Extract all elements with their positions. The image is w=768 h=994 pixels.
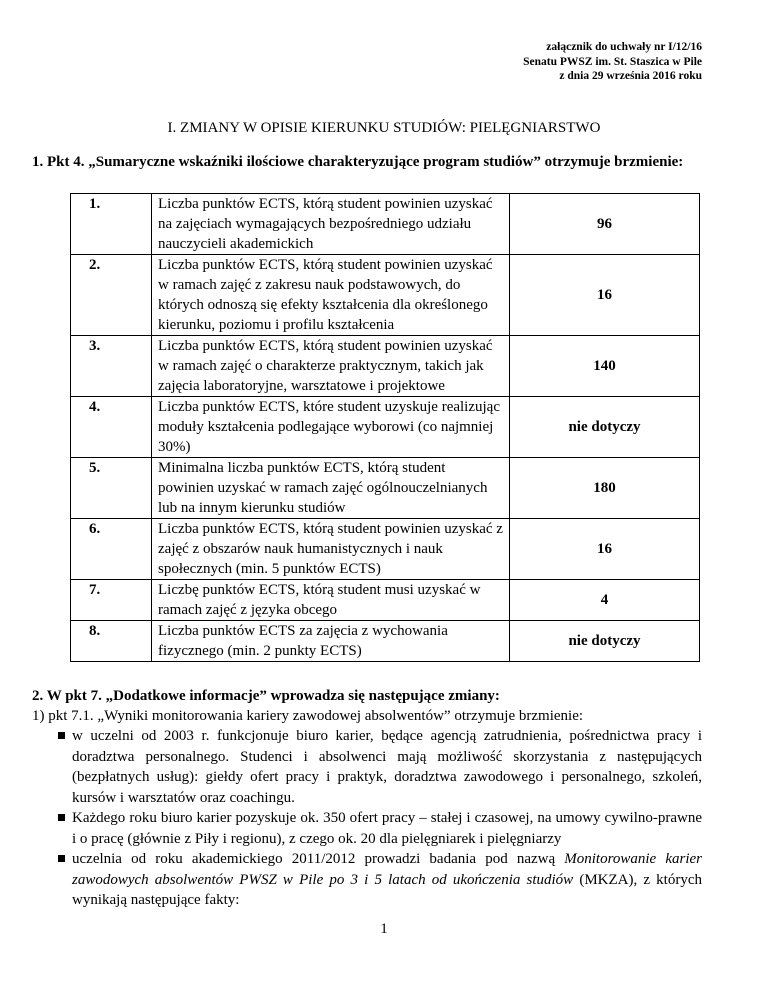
- row-number: 5.: [71, 458, 152, 519]
- row-number: 7.: [71, 580, 152, 621]
- row-number: 2.: [71, 255, 152, 336]
- career-monitoring-list: [72, 726, 702, 911]
- resolution-header-note: [523, 40, 702, 84]
- section2-subheading: 1) pkt 7.1. „Wyniki monitorowania kariery zawodowej absolwentów” otrzymuje brzmienie:: [32, 708, 584, 724]
- row-value: 96: [510, 194, 700, 255]
- header-line: Senatu PWSZ im. St. Staszica w Pile: [523, 55, 702, 68]
- page-number: 1: [380, 921, 388, 937]
- row-description: Minimalna liczba punktów ECTS, którą student powinien uzyskać w ramach zajęć ogólnouczelnianych lub na innym kierunku studiów: [152, 458, 510, 519]
- section1-heading: 1. Pkt 4. „Sumaryczne wskaźniki ilościowe charakteryzujące program studiów” otrzymuje brzmienie:: [32, 154, 684, 170]
- list-item-text: [72, 849, 702, 911]
- row-number: 1.: [71, 194, 152, 255]
- row-value: 180: [510, 458, 700, 519]
- square-bullet-icon: [58, 814, 65, 821]
- table-row: [71, 336, 700, 397]
- list-item: [72, 849, 702, 911]
- list-item-text: w uczelni od 2003 r. funkcjonuje biuro karier, będące agencją zatrudnienia, pośrednictwa pracy i doradztwa personalnego. Studenci i absolwenci mają możliwość skorzystania z następujących (bezpłatnych usług): giełdy ofert pracy i praktyk, doradztwa zawodowego i personalnego, szkoleń, kursów i warsztatów oraz coachingu.: [72, 728, 702, 806]
- table-row: [71, 255, 700, 336]
- row-number: 4.: [71, 397, 152, 458]
- table-row: [71, 194, 700, 255]
- row-description: Liczba punktów ECTS, którą student powinien uzyskać z zajęć z obszarów nauk humanistycznych i nauk społecznych (min. 5 punktów ECTS): [152, 519, 510, 580]
- row-description: Liczbę punktów ECTS, którą student musi uzyskać w ramach zajęć z języka obcego: [152, 580, 510, 621]
- row-description: Liczba punktów ECTS, którą student powinien uzyskać w ramach zajęć o charakterze praktycznym, takich jak zajęcia laboratoryjne, warsztatowe i projektowe: [152, 336, 510, 397]
- square-bullet-icon: [58, 855, 65, 862]
- table-row: [71, 621, 700, 662]
- row-value: 16: [510, 519, 700, 580]
- document-title: I. ZMIANY W OPISIE KIERUNKU STUDIÓW: PIELĘGNIARSTWO: [167, 120, 601, 136]
- ects-table-body: [71, 194, 700, 662]
- list-item: [72, 726, 702, 808]
- row-number: 8.: [71, 621, 152, 662]
- table-row: [71, 580, 700, 621]
- row-description: Liczba punktów ECTS, którą student powinien uzyskać w ramach zajęć z zakresu nauk podstawowych, do których odnoszą się efekty kształcenia dla określonego kierunku, poziomu i profilu kształcenia: [152, 255, 510, 336]
- header-line: z dnia 29 września 2016 roku: [559, 70, 702, 82]
- row-description: Liczba punktów ECTS za zajęcia z wychowania fizycznego (min. 2 punkty ECTS): [152, 621, 510, 662]
- row-number: 6.: [71, 519, 152, 580]
- row-description: Liczba punktów ECTS, którą student powinien uzyskać na zajęciach wymagających bezpośredniego udziału nauczycieli akademickich: [152, 194, 510, 255]
- table-row: [71, 397, 700, 458]
- row-value: 16: [510, 255, 700, 336]
- row-value: 140: [510, 336, 700, 397]
- list-item: [72, 808, 702, 849]
- row-value: 4: [510, 580, 700, 621]
- row-number: 3.: [71, 336, 152, 397]
- table-row: [71, 458, 700, 519]
- row-value: nie dotyczy: [510, 621, 700, 662]
- list-item-text-before: uczelnia od roku akademickiego 2011/2012 prowadzi badania pod nazwą: [72, 851, 565, 867]
- ects-table: [70, 193, 700, 662]
- list-item-text-after: (MKZA), z których wynikają następujące fakty:: [72, 871, 702, 908]
- square-bullet-icon: [58, 732, 65, 739]
- row-description: Liczba punktów ECTS, które student uzyskuje realizując moduły kształcenia podlegające wyborowi (co najmniej 30%): [152, 397, 510, 458]
- section2-heading: 2. W pkt 7. „Dodatkowe informacje” wprowadza się następujące zmiany:: [32, 688, 500, 704]
- table-row: [71, 519, 700, 580]
- row-value: nie dotyczy: [510, 397, 700, 458]
- list-item-text: Każdego roku biuro karier pozyskuje ok. 350 ofert pracy – stałej i czasowej, na umowy cywilno-prawne i o pracę (głównie z Piły i regionu), z czego ok. 20 dla pielęgniarek i pielęgniarzy: [72, 810, 702, 847]
- header-line: załącznik do uchwały nr I/12/16: [546, 41, 702, 53]
- study-title-italic: Monitorowanie karier zawodowych absolwentów PWSZ w Pile po 3 i 5 latach od ukończenia studiów: [72, 851, 702, 888]
